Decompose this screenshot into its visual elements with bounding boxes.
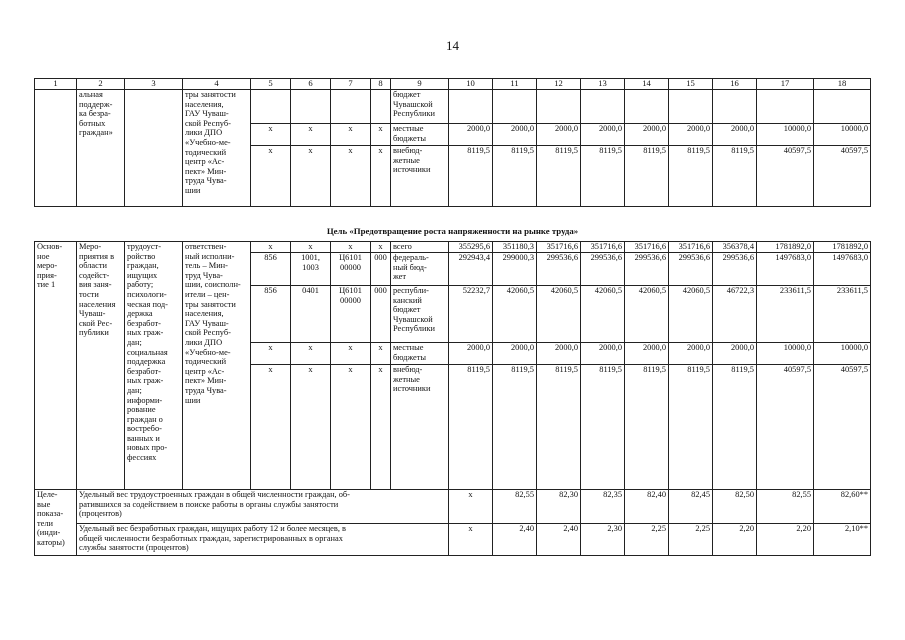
value-cell: 351180,3 — [493, 242, 537, 253]
value-cell: 42060,5 — [493, 286, 537, 343]
grbs-cell: x — [251, 124, 291, 146]
value-cell: 40597,5 — [814, 146, 871, 207]
indicators-label-cell: Целе- вые показа- тели (инди- каторы) — [35, 490, 77, 556]
value-cell: 2000,0 — [625, 124, 669, 146]
value-cell: 42060,5 — [537, 286, 581, 343]
value-cell: 8119,5 — [537, 146, 581, 207]
value-cell: 40597,5 — [757, 365, 814, 490]
expense-type-cell: 000 — [371, 286, 391, 343]
funding-source-cell: республи- канский бюджет Чувашской Республики — [391, 286, 449, 343]
empty-cell — [35, 90, 77, 207]
indicator-value-cell: 2,25 — [669, 524, 713, 556]
value-cell: 2000,0 — [713, 124, 757, 146]
empty-cell — [125, 90, 183, 207]
section-cell: 1001, 1003 — [291, 253, 331, 286]
value-cell: 2000,0 — [537, 124, 581, 146]
expense-type-cell: x — [371, 146, 391, 207]
value-cell — [537, 90, 581, 124]
target-item-cell: x — [331, 242, 371, 253]
value-cell: 40597,5 — [814, 365, 871, 490]
funding-source-cell: внебюд- жетные источники — [391, 365, 449, 490]
grbs-cell — [251, 90, 291, 124]
grbs-cell: x — [251, 365, 291, 490]
page-number: 14 — [446, 38, 459, 53]
value-cell: 356378,4 — [713, 242, 757, 253]
indicator-value-cell: 82,45 — [669, 490, 713, 524]
main-measure-cell: Основ- ное меро- прия- тие 1 — [35, 242, 77, 490]
value-cell: 2000,0 — [537, 343, 581, 365]
value-cell — [581, 90, 625, 124]
value-cell: 351716,6 — [669, 242, 713, 253]
value-cell: 42060,5 — [625, 286, 669, 343]
expense-type-cell: x — [371, 124, 391, 146]
header-cell: 2 — [77, 79, 125, 90]
header-cell: 8 — [371, 79, 391, 90]
value-cell: 46722,3 — [713, 286, 757, 343]
measure-name-cell: альная поддерж- ка безра- ботных граждан» — [77, 90, 125, 207]
value-cell: 299536,6 — [713, 253, 757, 286]
indicator-row — [35, 490, 871, 524]
value-cell: 292943,4 — [449, 253, 493, 286]
executor-cell: тры занятости населения, ГАУ Чуваш- ской Респуб- лики ДПО «Учебно-ме- тодический центр «Ас- пект» Мин- труда Чува- шии — [183, 90, 251, 207]
header-row — [35, 79, 871, 90]
value-cell: 8119,5 — [581, 365, 625, 490]
indicator-value-cell: 2,20 — [713, 524, 757, 556]
header-cell: 18 — [814, 79, 871, 90]
value-cell — [814, 90, 871, 124]
value-cell: 1781892,0 — [814, 242, 871, 253]
header-cell: 12 — [537, 79, 581, 90]
indicator-value-cell: 2,20 — [757, 524, 814, 556]
value-cell: 8119,5 — [713, 146, 757, 207]
value-cell: 233611,5 — [757, 286, 814, 343]
value-cell — [449, 90, 493, 124]
value-cell: 1497683,0 — [757, 253, 814, 286]
value-cell: 8119,5 — [669, 365, 713, 490]
goal-heading: Цель «Предотвращение роста напряженности на рынке труда» — [326, 226, 579, 236]
value-cell: 299536,6 — [625, 253, 669, 286]
value-cell: 8119,5 — [625, 146, 669, 207]
value-cell: 2000,0 — [713, 343, 757, 365]
value-cell: 299536,6 — [581, 253, 625, 286]
funding-source-cell: всего — [391, 242, 449, 253]
value-cell: 8119,5 — [449, 365, 493, 490]
value-cell: 2000,0 — [493, 124, 537, 146]
target-item-cell: x — [331, 343, 371, 365]
value-cell — [713, 90, 757, 124]
indicator-value-cell: 82,50 — [713, 490, 757, 524]
value-cell: 299536,6 — [669, 253, 713, 286]
value-cell: 8119,5 — [537, 365, 581, 490]
expense-type-cell: x — [371, 365, 391, 490]
section-cell: x — [291, 124, 331, 146]
measure-name-cell: Меро- приятия в области содейст- вия заня- тости населения Чуваш- ской Рес- публики — [77, 242, 125, 490]
target-item-cell: x — [331, 146, 371, 207]
grbs-cell: 856 — [251, 286, 291, 343]
header-cell: 11 — [493, 79, 537, 90]
section-cell: x — [291, 146, 331, 207]
grbs-cell: x — [251, 343, 291, 365]
target-item-cell: x — [331, 365, 371, 490]
value-cell: 351716,6 — [581, 242, 625, 253]
value-cell: 8119,5 — [581, 146, 625, 207]
value-cell: 233611,5 — [814, 286, 871, 343]
value-cell — [757, 90, 814, 124]
header-cell: 4 — [183, 79, 251, 90]
header-cell: 17 — [757, 79, 814, 90]
indicator-x-cell: x — [449, 524, 493, 556]
header-cell: 15 — [669, 79, 713, 90]
header-cell: 7 — [331, 79, 371, 90]
grbs-cell: x — [251, 146, 291, 207]
header-cell: 16 — [713, 79, 757, 90]
section-cell: x — [291, 343, 331, 365]
grbs-cell: 856 — [251, 253, 291, 286]
value-cell: 42060,5 — [669, 286, 713, 343]
value-cell — [493, 90, 537, 124]
section-cell — [291, 90, 331, 124]
expense-type-cell: 000 — [371, 253, 391, 286]
indicator-row — [35, 524, 871, 556]
funding-source-cell: федераль- ный бюд- жет — [391, 253, 449, 286]
value-cell: 299536,6 — [537, 253, 581, 286]
value-cell: 10000,0 — [757, 124, 814, 146]
value-cell: 2000,0 — [493, 343, 537, 365]
indicator-value-cell: 2,30 — [581, 524, 625, 556]
indicator-text-cell: Удельный вес трудоустроенных граждан в общей численности граждан, об- ратившихся за содействием в поиске работы в органы службы занятости (процентов) — [77, 490, 449, 524]
value-cell: 8119,5 — [669, 146, 713, 207]
value-cell: 355295,6 — [449, 242, 493, 253]
value-cell: 2000,0 — [581, 124, 625, 146]
indicator-value-cell: 82,55 — [757, 490, 814, 524]
header-cell: 1 — [35, 79, 77, 90]
target-item-cell — [331, 90, 371, 124]
funding-source-cell: внебюд- жетные источники — [391, 146, 449, 207]
value-cell: 10000,0 — [814, 124, 871, 146]
value-cell — [625, 90, 669, 124]
value-cell: 2000,0 — [669, 124, 713, 146]
funding-source-cell: бюджет Чувашской Республики — [391, 90, 449, 124]
program-table-continuation — [34, 78, 871, 207]
value-cell: 52232,7 — [449, 286, 493, 343]
value-cell: 8119,5 — [493, 365, 537, 490]
executor-cell: ответствен- ный исполни- тель – Мин- труд Чува- шии, соисполн- ители – цен- тры занятости населения, ГАУ Чуваш- ской Респуб- лики ДПО «Учебно-ме- тодический центр «Ас- пект» Мин- труда Чува- шии — [183, 242, 251, 490]
indicator-value-cell: 82,30 — [537, 490, 581, 524]
indicator-value-cell: 82,35 — [581, 490, 625, 524]
header-cell: 9 — [391, 79, 449, 90]
target-item-cell: x — [331, 124, 371, 146]
program-table-goal-section — [34, 241, 871, 556]
expense-type-cell — [371, 90, 391, 124]
value-cell: 351716,6 — [537, 242, 581, 253]
indicator-value-cell: 2,10** — [814, 524, 871, 556]
value-cell: 1781892,0 — [757, 242, 814, 253]
funding-source-cell: местные бюджеты — [391, 343, 449, 365]
expense-type-cell: x — [371, 242, 391, 253]
value-cell: 2000,0 — [669, 343, 713, 365]
value-cell — [669, 90, 713, 124]
value-cell: 299000,3 — [493, 253, 537, 286]
indicator-value-cell: 2,40 — [493, 524, 537, 556]
indicator-value-cell: 82,60** — [814, 490, 871, 524]
target-item-cell: Ц6101 00000 — [331, 286, 371, 343]
table-row — [35, 90, 871, 124]
section-cell: x — [291, 242, 331, 253]
indicator-value-cell: 2,40 — [537, 524, 581, 556]
value-cell: 8119,5 — [449, 146, 493, 207]
section-cell: x — [291, 365, 331, 490]
indicator-value-cell: 2,25 — [625, 524, 669, 556]
indicator-value-cell: 82,40 — [625, 490, 669, 524]
header-cell: 6 — [291, 79, 331, 90]
grbs-cell: x — [251, 242, 291, 253]
value-cell: 1497683,0 — [814, 253, 871, 286]
header-cell: 3 — [125, 79, 183, 90]
table-row — [35, 242, 871, 253]
value-cell: 2000,0 — [581, 343, 625, 365]
expense-type-cell: x — [371, 343, 391, 365]
value-cell: 10000,0 — [814, 343, 871, 365]
value-cell: 42060,5 — [581, 286, 625, 343]
value-cell: 8119,5 — [493, 146, 537, 207]
value-cell: 8119,5 — [713, 365, 757, 490]
value-cell: 2000,0 — [625, 343, 669, 365]
header-cell: 13 — [581, 79, 625, 90]
header-cell: 10 — [449, 79, 493, 90]
funding-source-cell: местные бюджеты — [391, 124, 449, 146]
indicator-x-cell: x — [449, 490, 493, 524]
section-cell: 0401 — [291, 286, 331, 343]
value-cell: 351716,6 — [625, 242, 669, 253]
target-item-cell: Ц6101 00000 — [331, 253, 371, 286]
value-cell: 8119,5 — [625, 365, 669, 490]
value-cell: 10000,0 — [757, 343, 814, 365]
header-cell: 5 — [251, 79, 291, 90]
value-cell: 40597,5 — [757, 146, 814, 207]
indicator-text-cell: Удельный вес безработных граждан, ищущих работу 12 и более месяцев, в общей численности безработных граждан, зарегистрированных в органах службы занятости (процентов) — [77, 524, 449, 556]
value-cell: 2000,0 — [449, 343, 493, 365]
indicator-value-cell: 82,55 — [493, 490, 537, 524]
value-cell: 2000,0 — [449, 124, 493, 146]
activity-description-cell: трудоуст- ройство граждан, ищущих работу; психологи- ческая под- держка безработ- ных граж- дан; социальная поддержка безработ- ных граж- дан; информи- рование граждан о востребо- ванных и новых про- фессиях — [125, 242, 183, 490]
header-cell: 14 — [625, 79, 669, 90]
